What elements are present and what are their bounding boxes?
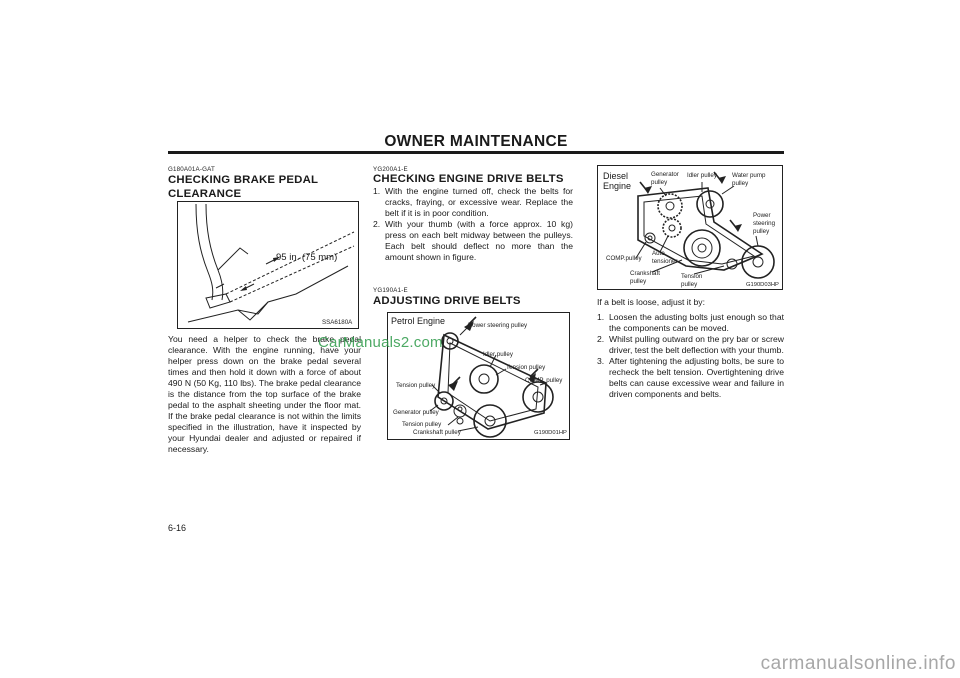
adjust-steps bbox=[597, 312, 784, 400]
petrol-belt-diagram bbox=[388, 313, 570, 440]
tension-pulley-bottom-label: Tension pulley bbox=[402, 421, 442, 428]
adjust-step-1: 1. Loosen the adusting bolts just enough so that the components can be moved. bbox=[597, 312, 784, 333]
adjust-intro: If a belt is loose, adjust it by: bbox=[597, 297, 705, 307]
brake-section-title-line2: CLEARANCE bbox=[168, 188, 242, 200]
tension-pulley-right-label: Tension pulley bbox=[506, 364, 546, 371]
brake-body-text: You need a helper to check the brake pedal clearance. With the engine running, have your helper press down on the brake pedal several times and then hold it down with a force of about 490 N (50 Kg, 110 lbs). The brake pedal clearance is the distance from the top surface of the brake pedal to the asphalt sheeting under the floor mat. If the brake pedal clearance is not within the limits specified in the illustration, have it inspected by your Hyundai dealer and adjusted or repaired if necessary. bbox=[168, 334, 361, 454]
diesel-power-steering-label-1: Power bbox=[753, 212, 771, 219]
diesel-label-line2: Engine bbox=[603, 181, 632, 191]
petrol-engine-label: Petrol Engine bbox=[391, 316, 446, 326]
diesel-power-steering-label-2: steering bbox=[753, 220, 776, 227]
footer-watermark: carmanualsonline.info bbox=[760, 653, 956, 674]
diesel-crankshaft-label-1: Crankshaft bbox=[630, 270, 660, 277]
diesel-auto-tensioner-label-1: Auto bbox=[652, 250, 665, 257]
adjust-step-3: 3. After tightening the adjusting bolts, be sure to recheck the belt tension. Overtightening drive belts can cause excessive wear and failure in driven components and belts. bbox=[597, 356, 784, 399]
check-section-title: CHECKING ENGINE DRIVE BELTS bbox=[373, 173, 564, 185]
brake-figure-code: SSA6180A bbox=[322, 319, 353, 326]
petrol-figure-code: G190D01HP bbox=[534, 430, 567, 436]
tension-pulley-left-label: Tension pulley bbox=[396, 382, 436, 389]
check-steps bbox=[373, 186, 573, 263]
generator-pulley-label: Generator pulley bbox=[393, 409, 439, 416]
crankshaft-pulley-label: Crankshaft pulley bbox=[413, 429, 461, 436]
dimension-label: 95 in. (75 mm) bbox=[276, 252, 338, 263]
check-step-1: 1. With the engine turned off, check the belts for cracks, fraying, or excessive wear. Replace the belt if it is in poor condition. bbox=[373, 186, 573, 218]
diesel-generator-label-1: Generator bbox=[651, 171, 679, 178]
diesel-tension-label-2: pulley bbox=[681, 281, 698, 288]
page-header: OWNER MAINTENANCE bbox=[384, 133, 568, 150]
watermark-text: CarManuals2.com bbox=[318, 334, 443, 351]
adjust-section-code: YG190A1-E bbox=[373, 287, 408, 294]
brake-section-title-line1: CHECKING BRAKE PEDAL bbox=[168, 174, 319, 186]
diesel-comp-pulley-label: COMP.pulley bbox=[606, 255, 642, 262]
header-rule bbox=[168, 151, 784, 154]
power-steering-label: Power steering pulley bbox=[468, 322, 528, 329]
diesel-crankshaft-label-2: pulley bbox=[630, 278, 647, 285]
diesel-generator-label-2: pulley bbox=[651, 179, 668, 186]
adjust-step-2: 2. Whilst pulling outward on the pry bar or screw driver, test the belt deflection with your thumb. bbox=[597, 334, 784, 355]
petrol-engine-figure bbox=[387, 312, 570, 440]
diesel-tension-label-1: Tension bbox=[681, 273, 703, 280]
brake-section-code: G180A01A-GAT bbox=[168, 166, 215, 173]
idler-pulley-label: Idler pulley bbox=[483, 351, 513, 358]
diesel-idler-label: Idler pulley bbox=[687, 172, 717, 179]
diesel-auto-tensioner-label-2: tensioner bbox=[652, 258, 678, 265]
adjust-section-title: ADJUSTING DRIVE BELTS bbox=[373, 295, 521, 307]
diesel-label-line1: Diesel bbox=[603, 171, 629, 181]
diesel-water-pump-label-2: pulley bbox=[732, 180, 749, 187]
diesel-belt-diagram bbox=[598, 166, 783, 290]
page-number: 6-16 bbox=[168, 523, 187, 533]
check-section-code: YG200A1-E bbox=[373, 166, 408, 173]
diesel-figure-code: G190D03HP bbox=[746, 282, 779, 288]
brake-pedal-illustration bbox=[178, 202, 359, 329]
brake-pedal-figure bbox=[177, 201, 359, 329]
comp-pulley-label: COMP. pulley bbox=[525, 377, 563, 384]
diesel-power-steering-label-3: pulley bbox=[753, 228, 770, 235]
diesel-water-pump-label-1: Water pump bbox=[732, 172, 766, 179]
diesel-engine-figure bbox=[597, 165, 783, 290]
check-step-2: 2. With your thumb (with a force approx. 10 kg) press on each belt midway between the pulleys. Each belt should deflect no more than the amount shown in figure. bbox=[373, 219, 573, 262]
